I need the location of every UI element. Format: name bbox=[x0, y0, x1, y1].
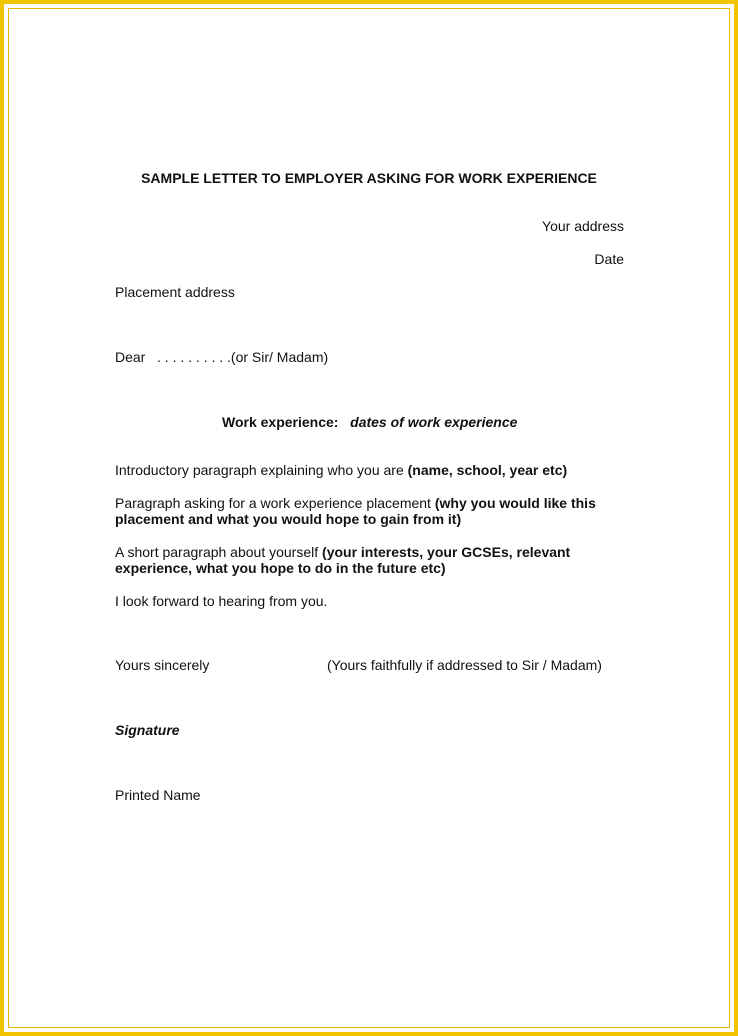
subject-value: dates of work experience bbox=[350, 414, 518, 430]
intro-detail: (name, school, year etc) bbox=[407, 462, 568, 478]
about-detail: (your interests, your GCSEs, relevant experience, what you hope to do in the future etc) bbox=[115, 544, 571, 576]
salutation: Dear . . . . . . . . . .(or Sir/ Madam) bbox=[115, 349, 329, 365]
closing-line: I look forward to hearing from you. bbox=[115, 593, 328, 609]
letter-page bbox=[9, 9, 729, 1027]
subject-line bbox=[222, 414, 517, 430]
printed-name: Printed Name bbox=[115, 787, 201, 803]
date-line: Date bbox=[594, 251, 624, 267]
intro-paragraph bbox=[115, 462, 615, 478]
request-paragraph bbox=[115, 495, 615, 527]
request-text: Paragraph asking for a work experience placement bbox=[115, 495, 435, 511]
subject-label: Work experience: bbox=[222, 414, 339, 430]
your-address: Your address bbox=[542, 218, 624, 234]
sign-off-alternative: (Yours faithfully if addressed to Sir / Madam) bbox=[327, 657, 602, 673]
sign-off: Yours sincerely bbox=[115, 657, 210, 673]
placement-address: Placement address bbox=[115, 284, 235, 300]
request-detail: (why you would like this placement and what you would hope to gain from it) bbox=[115, 495, 596, 527]
intro-text: Introductory paragraph explaining who you are bbox=[115, 462, 408, 478]
signature: Signature bbox=[115, 722, 180, 738]
about-text: A short paragraph about yourself bbox=[115, 544, 323, 560]
about-paragraph bbox=[115, 544, 595, 576]
letter-title: SAMPLE LETTER TO EMPLOYER ASKING FOR WORK EXPERIENCE bbox=[141, 170, 597, 186]
